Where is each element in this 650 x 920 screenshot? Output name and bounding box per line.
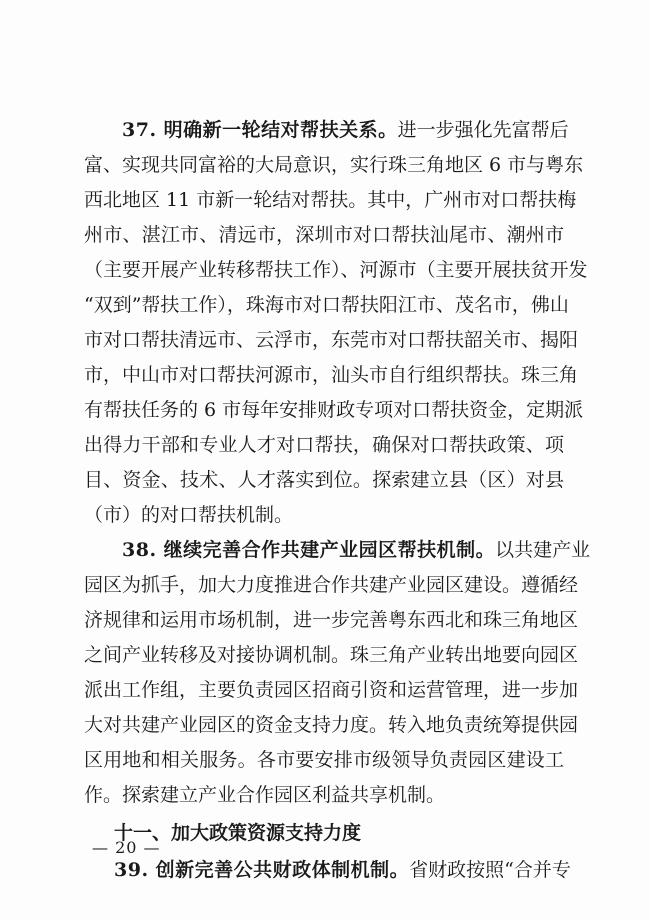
para37-text: 进一步强化先富帮后 [397,119,569,141]
para38-lead: 38. 继续完善合作共建产业园区帮扶机制。 [122,539,496,561]
section-heading: 十一、加大政策资源支持力度 [114,822,362,844]
para38-line: 济规律和运用市场机制，进一步完善粤东西北和珠三角地区 [84,609,579,631]
para37-line: 西北地区 11 市新一轮结对帮扶。其中，广州市对口帮扶梅 [84,189,577,211]
para38-line: 作。探索建立产业合作园区利益共享机制。 [84,784,446,806]
para37-line: 州市、湛江市、清远市，深圳市对口帮扶汕尾市、潮州市 [84,224,564,246]
para37-line: 出得力干部和专业人才对口帮扶，确保对口帮扶政策、项 [84,434,564,456]
para38-line-1 [84,533,591,568]
para37-line: 市，中山市对口帮扶河源市，汕头市自行组织帮扶。珠三角 [84,364,579,386]
para38-line: 之间产业转移及对接协调机制。珠三角产业转出地要向园区 [84,644,579,666]
para38-text: 以共建产业 [495,539,591,561]
para37-line: 有帮扶任务的 6 市每年安排财政专项对口帮扶资金，定期派 [84,399,584,421]
para38-line: 派出工作组，主要负责园区招商引资和运营管理，进一步加 [84,679,579,701]
para38-line: 大对共建产业园区的资金支持力度。转入地负责统筹提供园 [84,714,579,736]
para37-line: 市对口帮扶清远市、云浮市，东莞市对口帮扶韶关市、揭阳 [84,329,579,351]
para37-line: （市）的对口帮扶机制。 [84,504,294,526]
para39-lead: 39. 创新完善公共财政体制机制。 [114,859,410,881]
para37-line: 目、资金、技术、人才落实到位。探索建立县（区）对县 [84,469,564,491]
para37-line: （主要开展产业转移帮扶工作）、河源市（主要开展扶贫开发 [84,259,588,281]
para37-line: 富、实现共同富裕的大局意识，实行珠三角地区 6 市与粤东 [84,154,584,176]
para37-lead: 37. 明确新一轮结对帮扶关系。 [122,119,398,141]
para39-text: 省财政按照“合并专 [409,859,571,881]
para38-line: 园区为抓手，加大力度推进合作共建产业园区建设。遵循经 [84,574,579,596]
page-number: — 20 — [92,838,161,857]
para39-line-1 [84,853,571,888]
para37-line-1 [84,113,569,148]
document-body [84,113,591,888]
para38-line: 区用地和相关服务。各市要安排市级领导负责园区建设工 [84,749,564,771]
para37-line: “双到”帮扶工作），珠海市对口帮扶阳江市、茂名市，佛山 [84,294,569,316]
